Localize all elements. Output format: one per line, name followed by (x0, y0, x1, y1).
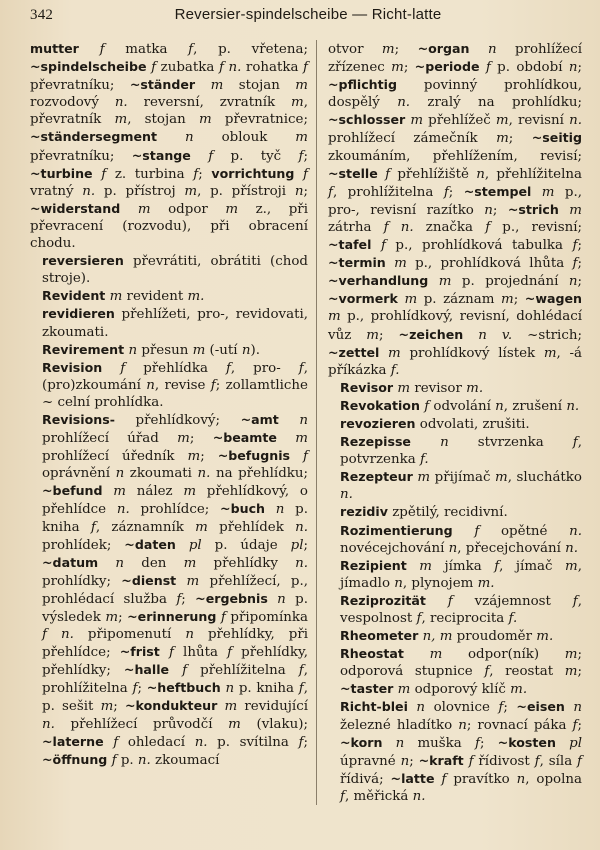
dictionary-entry: Rezepteur m přijímač m, sluchátko n. (340, 469, 582, 503)
text-columns (30, 40, 582, 805)
dictionary-entry: Revokation f odvolání n, zrušení n. (340, 397, 580, 414)
dictionary-entry: mutter f matka f, p. vřetena; ~spindelscheibe f zubatka f n. rohatka f převratníku; ~ständer m stojan m rozvodový n. reversní, zvratník m, převratník m, stojan m převratnice; ~ständersegment n oblouk m převratníku; ~stange f p. tyč f; ~turbine f z. turbina f; vorrichtung f vratný n. p. přístroj m, p. přístroji n; ~widerstand m odpor m z., při převracení (rozvodu), při obracení chodu. (30, 41, 308, 252)
dictionary-entry: Rezipient m jímka f, jímač m, jímadlo n, plynojem m. (340, 557, 582, 591)
running-title: Reversier-spindelscheibe — Richt-latte (174, 6, 442, 23)
dictionary-entry: otvor m; ~organ n prohlížecí zřízenec m; ~periode f p. období n; ~pflichtig povinný prohlídkou, dospělý n. zralý na prohlídku; ~schlosser m přehlížeč m, revisní n. prohlížecí zámečník m; ~seitig zkoumáním, přehlížením, revisí; ~stelle f přehlížiště n, přehlížitelna f, prohlížitelna f; ~stempel m p., pro-, revisní razítko n; ~strich m zátrha f n. značka f p., revisní; ~tafel f p., prohlídková tabulka f; ~termin m p., prohlídková lhůta f; ~verhandlung m p. projednání n; ~vormerk m p. záznam m; ~wagen m p., prohlídkový, revisní, dohlédací vůz m; ~zeichen n v. ~strich; ~zettel m prohlídkový lístek m, -á příkázka f. (328, 41, 583, 378)
dictionary-entry: revidieren přehlížeti, pro-, revidovati, zkoumati. (42, 306, 308, 340)
dictionary-entry: Revisor m revisor m. (340, 379, 484, 396)
page-number: 342 (30, 7, 54, 23)
dictionary-entry: Revirement n přesun m (-utí n). (42, 341, 260, 358)
dictionary-entry: reversieren převrátiti, obrátiti (chod stroje). (42, 253, 308, 287)
dictionary-entry: Rezepisse n stvrzenka f, potvrzenka f. (340, 434, 582, 468)
dictionary-entry: Reziprozität f vzájemnost f, vespolnost f, reciprocita f. (340, 592, 582, 626)
dictionary-entry: Rozimentierung f opětné n. novécejchování n, přecejchování n. (340, 522, 582, 556)
right-column (328, 40, 582, 805)
dictionary-entry: revozieren odvolati, zrušiti. (340, 415, 530, 432)
dictionary-entry: Revisions- přehlídkový; ~amt n prohlížecí úřad m; ~beamte m prohlížecí úředník m; ~befugnis f oprávnění n zkoumati n. na přehlídku; ~befund m nález m přehlídkový, o přehlídce n. prohlídce; ~buch n p. kniha f, záznamník m přehlídek n. prohlídek; ~daten pl p. údaje pl; ~datum n den m přehlídky n. prohlídky; ~dienst m přehlížecí, p., prohlédací služba f; ~ergebnis n p. výsledek m; ~erinnerung f připomínka f n. připomenutí n přehlídky, při přehlídce; ~frist f lhůta f přehlídky, přehlídky; ~halle f přehlížitelna f, prohlížitelna f; ~heftbuch n p. kniha f, p. sešit m; ~kondukteur m revidující n. přehlížecí průvodčí m (vlaku); ~laterne f ohledací n. p. svítilna f; ~öffnung f p. n. zkoumací (42, 411, 309, 768)
dictionary-entry: rezidiv zpětilý, recidivní. (340, 504, 508, 521)
dictionary-entry: Revision f přehlídka f, pro- f, (pro)zkoumání n, revise f; zollamtliche ~ celní prohlídka. (42, 359, 308, 410)
dictionary-entry: Rheometer n, m proudoměr m. (340, 628, 554, 645)
dictionary-entry: Richt-blei n olovnice f; ~eisen n železné hladítko n; rovnací páka f; ~korn n muška f; ~kosten pl úpravné n; ~kraft f řídivost f, síla f řídivá; ~latte f pravítko n, opolna f, měřická n. (340, 699, 583, 804)
dictionary-entry: Rheostat m odpor(ník) m; odporová stupnice f, reostat m; ~taster m odporový klíč m. (340, 646, 583, 698)
left-column (30, 40, 308, 805)
page-header (30, 6, 582, 40)
dictionary-entry: Revident m revident m. (42, 288, 205, 305)
